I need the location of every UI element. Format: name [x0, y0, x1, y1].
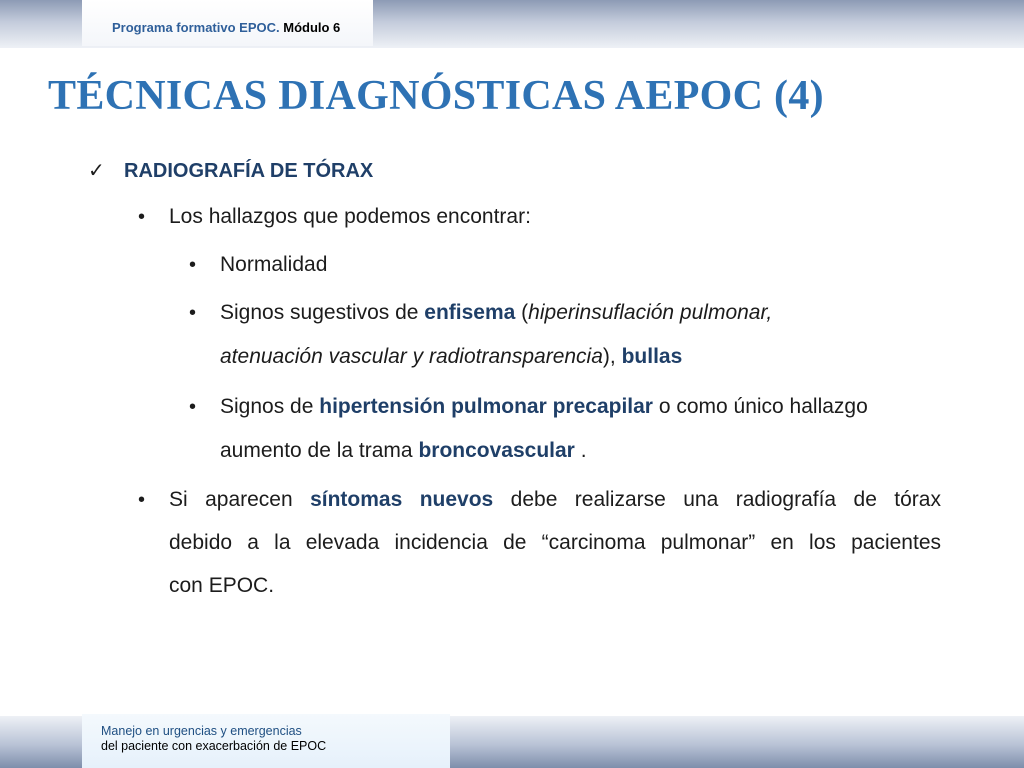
program-name: Programa formativo EPOC.	[112, 20, 280, 35]
text-run: ),	[602, 345, 622, 368]
italic-text: hiperinsuflación pulmonar,	[528, 301, 773, 324]
text-run: o como único hallazgo	[652, 395, 868, 418]
hipertension-emphasis: hipertensión pulmonar precapilar	[319, 395, 653, 418]
text-run: aumento de la trama	[220, 439, 419, 462]
bullet-icon: •	[189, 254, 197, 276]
list-item-hipertension	[220, 395, 868, 419]
footer-line-2: del paciente con exacerbación de EPOC	[101, 739, 327, 753]
list-item-enfisema	[220, 301, 772, 325]
section-heading: RADIOGRAFÍA DE TÓRAX	[124, 160, 374, 182]
broncovascular-emphasis: broncovascular	[418, 439, 575, 462]
bullet-icon: •	[138, 206, 146, 228]
slide-title: TÉCNICAS DIAGNÓSTICAS AEPOC (4)	[48, 73, 824, 119]
text-run: Si aparecen	[169, 488, 311, 511]
italic-text: atenuación vascular y radiotransparencia	[220, 345, 603, 368]
module-label: Módulo 6	[283, 20, 341, 35]
bullet-icon: •	[138, 489, 146, 511]
program-header	[112, 20, 340, 35]
bullet-icon: •	[189, 396, 197, 418]
list-item-sintomas	[169, 488, 941, 512]
text-run: Signos de	[220, 395, 320, 418]
list-item-hallazgos: Los hallazgos que podemos encontrar:	[169, 205, 531, 228]
text-run: (	[515, 301, 529, 324]
list-item-sintomas-end: con EPOC.	[169, 574, 275, 597]
list-item-sintomas-cont: debido a la elevada incidencia de “carcinoma pulmonar” en los pacientes	[169, 531, 941, 554]
footer-line-1: Manejo en urgencias y emergencias	[101, 724, 302, 738]
text-run: Signos sugestivos de	[220, 301, 425, 324]
text-run: debe realizarse una radiografía de tórax	[493, 488, 941, 511]
list-item-normalidad: Normalidad	[220, 253, 328, 276]
bullet-icon: •	[189, 302, 197, 324]
text-run: .	[574, 439, 587, 462]
list-item-hipertension-cont	[220, 439, 587, 463]
list-item-enfisema-cont	[220, 345, 682, 369]
enfisema-emphasis: enfisema	[424, 301, 516, 324]
sintomas-emphasis: síntomas nuevos	[310, 488, 494, 511]
bullas-emphasis: bullas	[621, 345, 683, 368]
checkmark-icon: ✓	[88, 160, 105, 182]
